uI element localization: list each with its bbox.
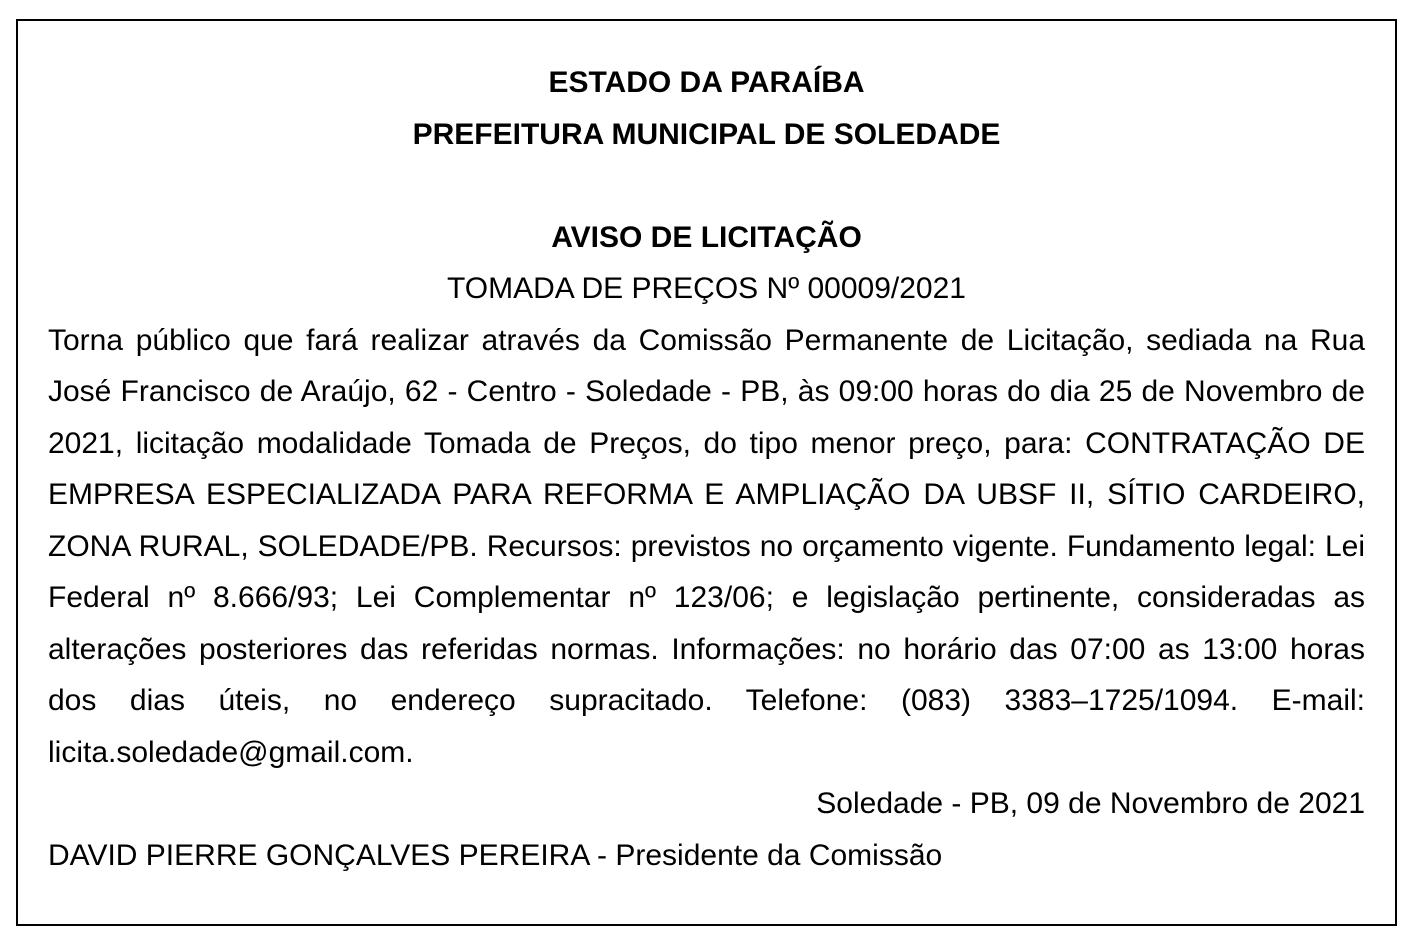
signatory: DAVID PIERRE GONÇALVES PEREIRA - Presidente da Comissão <box>48 838 943 872</box>
notice-title: AVISO DE LICITAÇÃO <box>551 220 862 254</box>
notice-content <box>48 57 1365 881</box>
place-date: Soledade - PB, 09 de Novembro de 2021 <box>816 787 1365 820</box>
notice-reference: TOMADA DE PREÇOS Nº 00009/2021 <box>447 272 966 305</box>
spacer <box>48 160 1365 212</box>
notice-frame <box>16 19 1397 926</box>
state-heading: ESTADO DA PARAÍBA <box>548 66 865 99</box>
municipality-heading: PREFEITURA MUNICIPAL DE SOLEDADE <box>412 117 1001 151</box>
notice-body: Torna público que fará realizar através da Comissão Permanente de Licitação, sediada na Rua José Francisco de Araújo, 62 - Centro - Soledade - PB, às 09:00 horas do dia 25 de Novembro de 2021, licitação modalidade Tomada de Preços, do tipo menor preço, para: CONTRATAÇÃO DE EMPRESA ESPECIALIZADA PARA REFORMA E AMPLIAÇÃO DA UBSF II, SÍTIO CARDEIRO, ZONA RURAL, SOLEDADE/PB. Recursos: previstos no orçamento vigente. Fundamento legal: Lei Federal nº 8.666/93; Lei Complementar nº 123/06; e legislação pertinente, consideradas as alterações posteriores das referidas normas. Informações: no horário das 07:00 as 13:00 horas dos dias úteis, no endereço supracitado. Telefone: (083) 3383–1725/1094. E-mail: licita.soledade@gmail.com. <box>48 323 1365 769</box>
